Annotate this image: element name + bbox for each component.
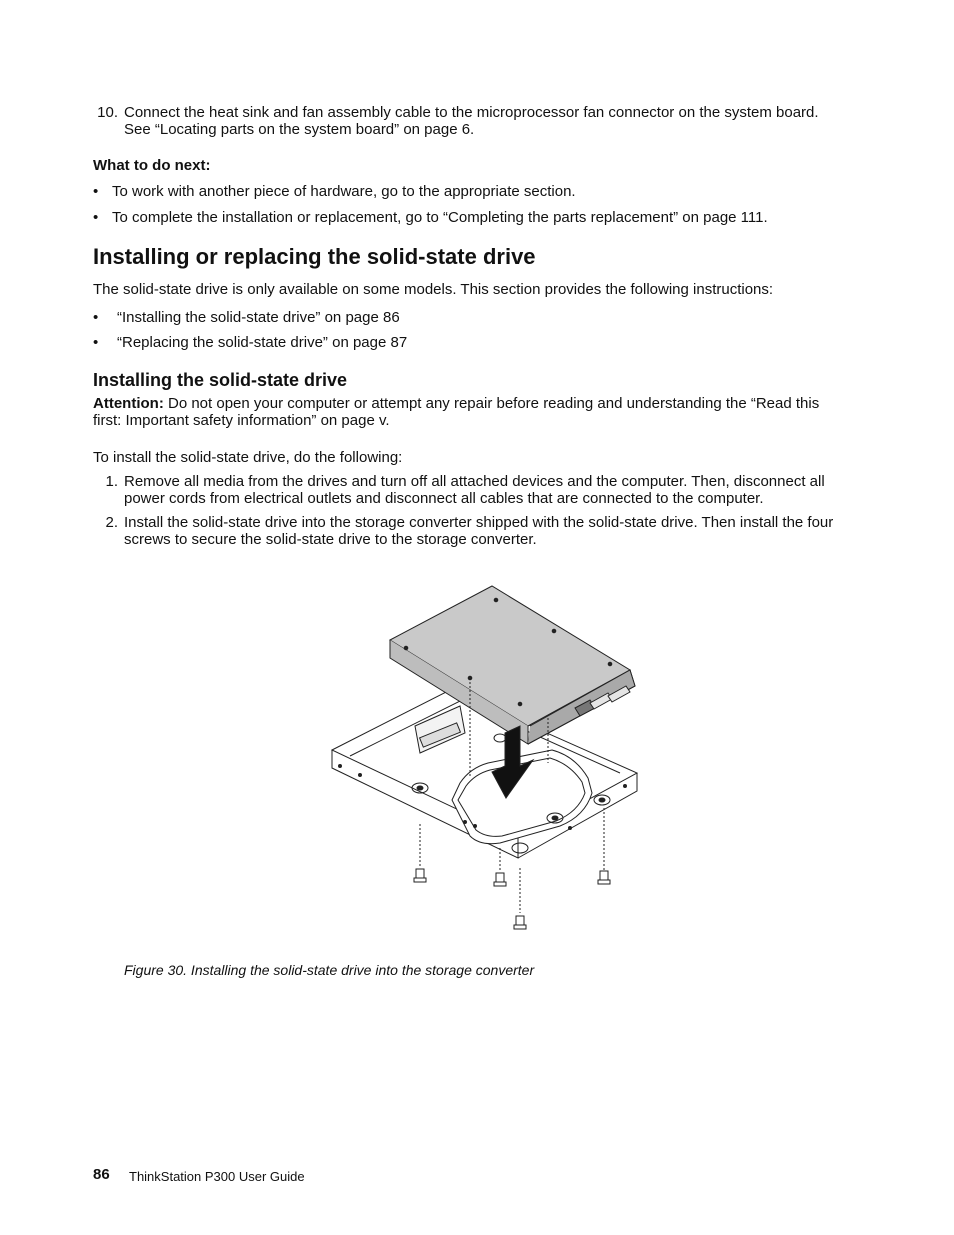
next-bullet-text: To work with another piece of hardware, go to the appropriate section. [112,183,576,200]
lead-text: To install the solid-state drive, do the following: [93,449,403,466]
step-number: 2. [105,514,118,531]
bullet-icon: • [93,334,99,351]
figure-caption: Figure 30. Installing the solid-state drive into the storage converter [124,962,535,978]
step-number: 10. [97,104,118,121]
section-link-installing[interactable]: “Installing the solid-state drive” on page 86 [117,309,400,326]
what-to-do-next-heading: What to do next: [93,157,211,174]
bullet-icon: • [93,309,99,326]
step-text: Connect the heat sink and fan assembly cable to the microprocessor fan connector on the system board. See “Locating parts on the system board” on page 6. [124,104,819,138]
attention-label: Attention: [93,395,164,412]
bullet-icon: • [93,209,99,226]
section-title: Installing or replacing the solid-state drive [93,244,536,269]
guide-title: ThinkStation P300 User Guide [129,1169,305,1184]
section-link-replacing[interactable]: “Replacing the solid-state drive” on page 87 [117,334,408,351]
step-text: Remove all media from the drives and turn off all attached devices and the computer. Then, disconnect all power cords from electrical outlets and disconnect all cables that are connected to the computer. [124,473,825,507]
page-number: 86 [93,1166,110,1183]
subsection-title: Installing the solid-state drive [93,370,348,390]
step-text: Install the solid-state drive into the storage converter shipped with the solid-state drive. Then install the four screws to secure the solid-state drive to the storage converter. [124,514,834,548]
bullet-icon: • [93,183,99,200]
step-number: 1. [105,473,118,490]
attention-note [93,395,838,429]
attention-text: Do not open your computer or attempt any repair before reading and understanding the “Read this first: Important safety information” on page v. [93,395,820,429]
next-bullet-text: To complete the installation or replacement, go to “Completing the parts replacement” on page 111. [112,209,768,226]
ssd-installation-illustration [320,578,650,948]
section-intro: The solid-state drive is only available on some models. This section provides the following instructions: [93,281,774,298]
